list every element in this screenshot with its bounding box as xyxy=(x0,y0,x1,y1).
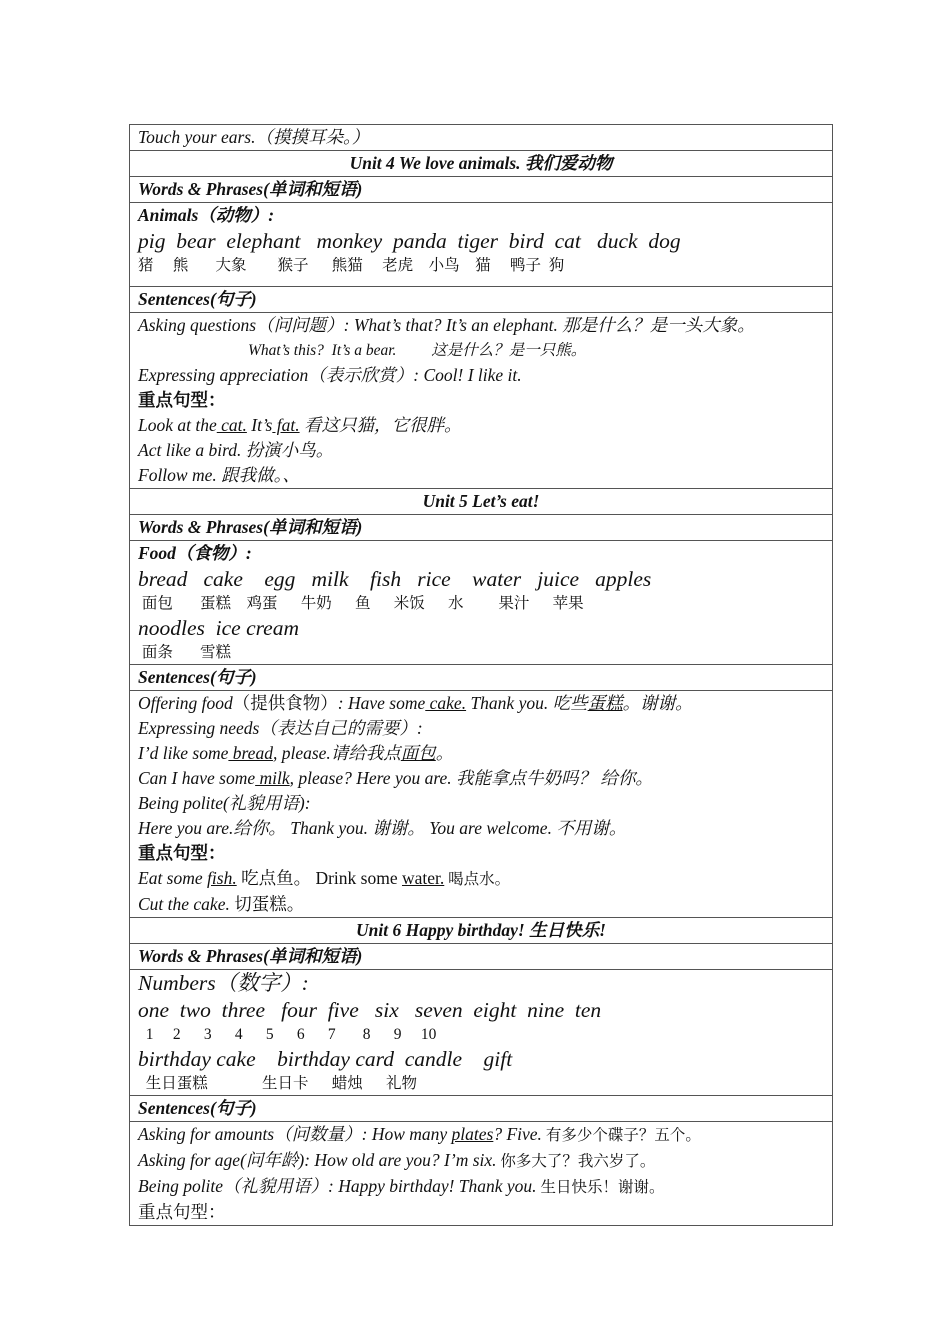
text-run: Look at the xyxy=(138,415,217,435)
text-run: Can I have some xyxy=(138,768,256,788)
section-heading: Words & Phrases(单词和短语) xyxy=(138,517,363,537)
underlined-word: 面包 xyxy=(400,743,436,763)
table-cell xyxy=(130,489,833,515)
text-run: 生日快乐！谢谢。 xyxy=(536,1179,665,1196)
text-run: , please? Here you are. 我能拿点牛奶吗？ 给你。 xyxy=(289,768,653,788)
sentence-line xyxy=(138,1174,824,1200)
sentence-line: Expressing needs（表达自己的需要）: xyxy=(138,718,423,738)
text-run: Offering food xyxy=(138,693,233,713)
underlined-word: water. xyxy=(401,868,445,888)
section-heading: Words & Phrases(单词和短语) xyxy=(138,179,363,199)
text-run: It’s xyxy=(246,415,273,435)
table-cell xyxy=(130,287,833,313)
key-patterns-heading: 重点句型： xyxy=(138,843,226,863)
animals-vocabulary-cell xyxy=(130,203,833,287)
key-patterns-heading: 重点句型： xyxy=(138,390,226,410)
unit-4-title: Unit 4 We love animals. 我们爱动物 xyxy=(349,153,613,173)
table-row xyxy=(130,918,833,944)
text-run: Asking for age(问年龄): How old are you? I’m six. xyxy=(138,1150,497,1170)
sentence-line: Being polite(礼貌用语): xyxy=(138,793,311,813)
table-row xyxy=(130,177,833,203)
unit-5-title: Unit 5 Let’s eat! xyxy=(422,491,540,511)
table-row xyxy=(130,125,833,151)
chinese-words: 面包 蛋糕 鸡蛋 牛奶 鱼 米饭 水 果汁 苹果 xyxy=(138,595,584,612)
text-run: Being polite（礼貌用语）: Happy birthday! Thank you. xyxy=(138,1176,537,1196)
table-row xyxy=(130,970,833,1096)
text-run: 。 xyxy=(435,743,454,763)
underlined-word: fat. xyxy=(272,415,300,435)
unit-5-sentences-cell xyxy=(130,691,833,918)
table-cell xyxy=(130,1096,833,1122)
english-words: pig bear elephant monkey panda tiger bird cat duck dog xyxy=(138,229,681,253)
table-cell xyxy=(130,125,833,151)
sentence-line: What’s this? It’s a bear. 这是什么？是一只熊。 xyxy=(248,342,587,359)
sentence-line: Act like a bird. 扮演小鸟。 xyxy=(138,440,334,460)
table-cell xyxy=(130,177,833,203)
table-row xyxy=(130,313,833,489)
sentence-line: Follow me. 跟我做。、 xyxy=(138,465,300,485)
sentence-line xyxy=(138,741,824,766)
table-row xyxy=(130,665,833,691)
table-row xyxy=(130,287,833,313)
section-heading: Sentences(句子) xyxy=(138,667,257,687)
chinese-words: 面条 雪糕 xyxy=(138,644,232,661)
text-run: 吃点鱼。 Drink some xyxy=(236,868,402,888)
english-words: birthday cake birthday card candle gift xyxy=(138,1047,513,1071)
sentence-line: Asking questions（问问题）: What’s that? It’s an elephant. 那是什么？是一头大象。 xyxy=(138,315,755,335)
category-heading: Numbers（数字）: xyxy=(138,971,309,995)
unit-4-sentences-cell xyxy=(130,313,833,489)
text-run: 有多少个碟子？五个。 xyxy=(541,1127,701,1144)
sentence-line: Touch your ears.（摸摸耳朵。） xyxy=(138,127,370,147)
text-run: 你多大了？我六岁了。 xyxy=(496,1153,656,1170)
underlined-word: plates xyxy=(451,1124,494,1144)
table-cell xyxy=(130,151,833,177)
digit-row: 1 2 3 4 5 6 7 8 9 10 xyxy=(138,1026,437,1043)
food-vocabulary-cell xyxy=(130,541,833,665)
table-cell xyxy=(130,515,833,541)
text-run: Eat some xyxy=(138,868,203,888)
unit-6-sentences-cell xyxy=(130,1122,833,1226)
text-run: 。谢谢。 xyxy=(622,693,693,713)
vocabulary-table xyxy=(129,124,833,1226)
table-row xyxy=(130,489,833,515)
table-row xyxy=(130,541,833,665)
text-run: （提供食物） xyxy=(232,693,338,713)
table-row xyxy=(130,151,833,177)
text-run: I’d like some xyxy=(138,743,229,763)
english-words: one two three four five six seven eight nine ten xyxy=(138,998,602,1022)
text-run: 喝点水。 xyxy=(444,871,511,888)
chinese-words: 猪 熊 大象 猴子 熊猫 老虎 小鸟 猫 鸭子 狗 xyxy=(138,257,565,274)
unit-6-title: Unit 6 Happy birthday! 生日快乐! xyxy=(356,920,606,940)
table-cell xyxy=(130,665,833,691)
sentence-line xyxy=(138,691,824,716)
text-run: ? Five. xyxy=(493,1124,542,1144)
sentence-line xyxy=(138,892,824,917)
text-run: Cut the cake. xyxy=(138,894,230,914)
category-heading: Animals（动物）: xyxy=(138,205,275,225)
table-cell xyxy=(130,918,833,944)
english-words: bread cake egg milk fish rice water juice apples xyxy=(138,567,652,591)
sentence-line xyxy=(138,1148,824,1174)
key-patterns-heading: 重点句型： xyxy=(138,1202,226,1222)
table-row xyxy=(130,1122,833,1226)
section-heading: Sentences(句子) xyxy=(138,1098,257,1118)
text-run: 切蛋糕。 xyxy=(229,894,305,914)
text-run: , please.请给我点 xyxy=(272,743,401,763)
table-row xyxy=(130,203,833,287)
chinese-words: 生日蛋糕 生日卡 蜡烛 礼物 xyxy=(138,1075,418,1092)
numbers-vocabulary-cell xyxy=(130,970,833,1096)
underlined-word: milk xyxy=(255,768,290,788)
text-run: Asking for amounts（问数量）: How many xyxy=(138,1124,452,1144)
table-row xyxy=(130,944,833,970)
underlined-word: fish. xyxy=(207,868,237,888)
sentence-line xyxy=(138,766,824,791)
sentence-line: Here you are.给你。 Thank you. 谢谢。 You are welcome. 不用谢。 xyxy=(138,818,627,838)
text-run: 看这只猫，它很胖。 xyxy=(299,415,462,435)
underlined-word: cat. xyxy=(216,415,247,435)
category-heading: Food（食物）: xyxy=(138,543,252,563)
table-cell xyxy=(130,944,833,970)
sentence-line xyxy=(138,1122,824,1148)
english-words: noodles ice cream xyxy=(138,616,299,640)
table-row xyxy=(130,515,833,541)
table-row xyxy=(130,1096,833,1122)
section-heading: Sentences(句子) xyxy=(138,289,257,309)
sentence-line xyxy=(138,413,824,438)
sentence-line: Expressing appreciation（表示欣赏）: Cool! I like it. xyxy=(138,365,522,385)
sentence-line xyxy=(138,866,824,892)
underlined-word: bread xyxy=(228,743,273,763)
text-run: Thank you. 吃些 xyxy=(466,693,588,713)
table-row xyxy=(130,691,833,918)
underlined-word: cake. xyxy=(425,693,467,713)
underlined-word: 蛋糕 xyxy=(587,693,623,713)
section-heading: Words & Phrases(单词和短语) xyxy=(138,946,363,966)
text-run: : Have some xyxy=(337,693,426,713)
